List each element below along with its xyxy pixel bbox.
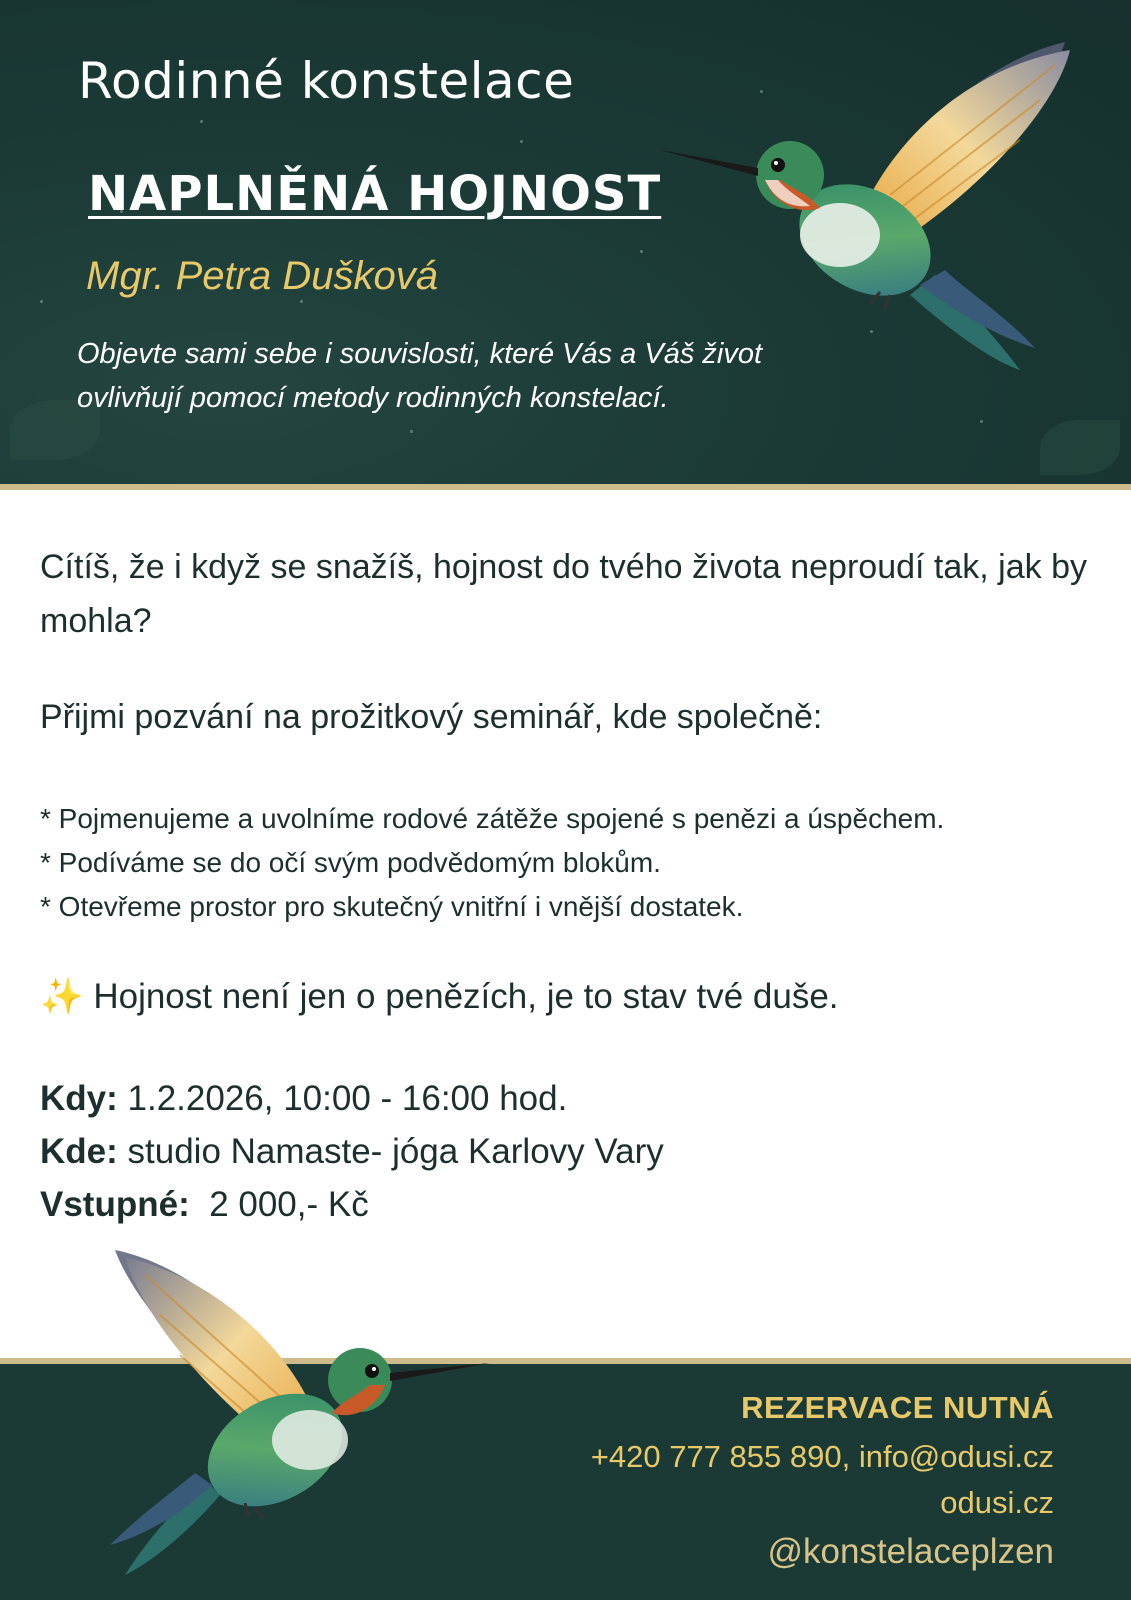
contact-block [591,1434,1054,1526]
list-item: * Otevřeme prostor pro skutečný vnitřní i vnější dostatek. [40,891,744,922]
invite-text: Přijmi pozvání na prožitkový seminář, kde společně: [40,698,823,736]
detail-when [40,1072,664,1125]
reservation-note: REZERVACE NUTNÁ [741,1390,1054,1425]
when-value: 1.2.2026, 10:00 - 16:00 hod. [127,1079,568,1118]
where-label: Kde: [40,1132,118,1171]
brand-title: Rodinné konstelace [78,52,575,110]
list-item: * Pojmenujeme a uvolníme rodové zátěže spojené s penězi a úspěchem. [40,803,945,834]
price-value: 2 000,- Kč [209,1185,369,1224]
when-label: Kdy: [40,1079,118,1118]
intro-text: Cítíš, že i když se snažíš, hojnost do tvého života neproudí tak, jak by mohla? [40,548,1087,640]
author-name: Mgr. Petra Dušková [86,254,438,298]
tagline: Objevte sami sebe i souvislosti, které Vás a Váš život ovlivňují pomocí metody rodinných konstelací. [77,338,763,414]
quote-line [40,972,839,1022]
contact-phone-email[interactable]: +420 777 855 890, info@odusi.cz [590,1439,1054,1474]
event-details [40,1072,664,1231]
detail-price [40,1178,664,1231]
quote-text: Hojnost není jen o penězích, je to stav tvé duše. [93,977,839,1016]
price-label: Vstupné: [40,1185,190,1224]
sparkles-icon: ✨ [40,977,84,1016]
hummingbird-illustration [660,30,1100,390]
where-value: studio Namaste- jóga Karlovy Vary [127,1132,664,1171]
leaf-decoration [1040,420,1120,475]
list-item: * Podíváme se do očí svým podvědomým blokům. [40,847,661,878]
website-link[interactable]: odusi.cz [940,1485,1054,1520]
header-divider [0,484,1131,490]
detail-where [40,1125,664,1178]
header-banner [0,0,1131,484]
benefit-list [40,797,944,929]
hummingbird-illustration [100,1245,500,1585]
event-title: NAPLNĚNÁ HOJNOST [88,166,662,222]
instagram-handle[interactable]: @konstelaceplzen [767,1532,1054,1571]
